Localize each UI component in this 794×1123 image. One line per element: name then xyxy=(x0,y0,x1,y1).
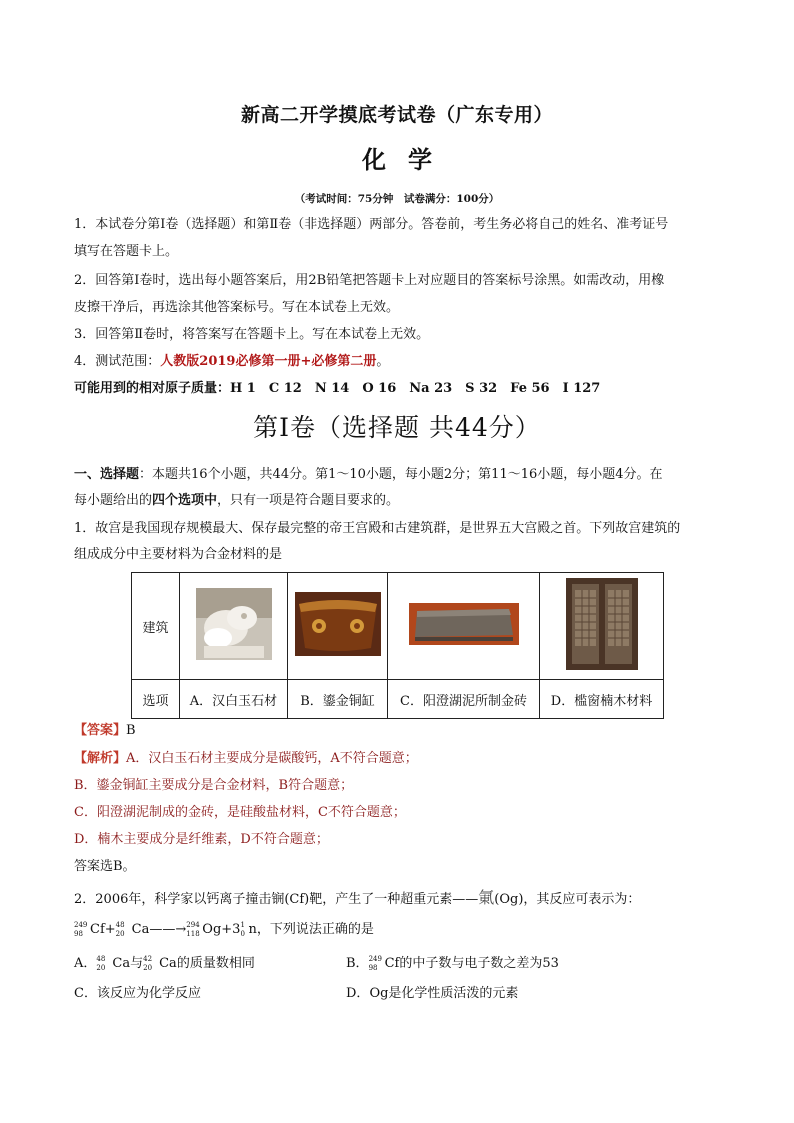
test-scope: 人教版2019必修第一册+必修第二册 xyxy=(160,354,377,369)
oganesson-char: 氭 xyxy=(478,888,495,907)
white-marble-lion-image xyxy=(196,588,272,660)
q2-stem-text: 2．2006年，科学家以钙离子撞击锎(Cf)靶，产生了一种超重元素—— xyxy=(74,892,479,907)
mass-number: 48 xyxy=(115,920,125,929)
exam-title: 新高二开学摸底考试卷（广东专用） xyxy=(240,104,553,126)
isotope-cf xyxy=(74,922,90,938)
q1-explain-3: C．阳澄湖泥制成的金砖，是硅酸盐材料，C不符合题意； xyxy=(74,805,406,820)
q1-answer xyxy=(74,722,136,740)
section-description-b xyxy=(74,492,399,510)
instruction-2b: 皮擦干净后，再选涂其他答案标号。写在本试卷上无效。 xyxy=(74,300,400,315)
isotope-ca xyxy=(116,922,132,938)
q1-explain-2: B．鎏金铜缸主要成分是合金材料，B符合题意； xyxy=(74,778,354,793)
reaction-arrow: ——→ xyxy=(149,922,187,937)
instruction-2a: 2．回答第Ⅰ卷时，选出每小题答案后，用2B铅笔把答题卡上对应题目的答案标号涂黑。如需改动，用橡 xyxy=(74,273,665,288)
option-a-mid: 与 xyxy=(130,956,144,971)
isotope-ca48 xyxy=(96,956,112,972)
element-cf: Cf xyxy=(90,922,105,937)
q1-option-b: B．鎏金铜缸 xyxy=(288,680,388,719)
q2-equation xyxy=(74,921,374,939)
section-label: 一、选择题 xyxy=(74,467,140,482)
element-ca: Ca xyxy=(131,922,150,937)
element-og: Og xyxy=(369,986,389,1001)
mass-number: 48 xyxy=(96,954,106,963)
element-ca: Ca xyxy=(159,956,177,971)
option-d-text: 是化学性质活泼的元素 xyxy=(388,986,519,1001)
atomic-masses: 可能用到的相对原子质量：H 1 C 12 N 14 O 16 Na 23 S 32 Fe 56 I 127 xyxy=(74,381,601,396)
exam-info: （考试时间：75分钟 试卷满分：100分） xyxy=(294,193,500,205)
q2-stem-end: (Og)，其反应可表示为： xyxy=(494,892,641,907)
section-desc-bold: 四个选项中 xyxy=(152,493,218,508)
q2-option-b xyxy=(346,955,559,973)
instruction-4 xyxy=(74,353,389,371)
q1-option-d: D．槛窗楠木材料 xyxy=(540,680,664,719)
q2-option-d xyxy=(346,985,518,1003)
atomic-number: 20 xyxy=(115,929,125,938)
option-a-text: 的质量数相同 xyxy=(176,956,255,971)
section-title: 第Ⅰ卷（选择题 共44分） xyxy=(253,413,541,442)
isotope-og xyxy=(186,922,202,938)
q1-stem-a: 1．故宫是我国现存规模最大、保存最完整的帝王宫殿和古建筑群，是世界五大宫殿之首。下列故宫建筑的 xyxy=(74,521,681,536)
option-b-text: 的中子数与电子数之差为53 xyxy=(399,956,559,971)
instruction-4-prefix: 4．测试范围： xyxy=(74,354,161,369)
q1-option-c: C．阳澄湖泥所制金砖 xyxy=(388,680,540,719)
table-header-building: 建筑 xyxy=(132,573,180,680)
element-ca: Ca xyxy=(112,956,131,971)
element-og: Og xyxy=(202,922,222,937)
instruction-3: 3．回答第Ⅱ卷时，将答案写在答题卡上。写在本试卷上无效。 xyxy=(74,327,430,342)
image-cell-a xyxy=(180,573,288,680)
atomic-number: 20 xyxy=(143,963,153,972)
option-letter: D． xyxy=(346,986,370,1001)
q1-explain-4: D．楠木主要成分是纤维素，D不符合题意； xyxy=(74,832,329,847)
atomic-number: 98 xyxy=(74,929,83,938)
atomic-number: 0 xyxy=(240,929,245,938)
atomic-number: 98 xyxy=(368,963,378,972)
subject-title: 化学 xyxy=(362,146,454,174)
mass-number: 42 xyxy=(143,954,153,963)
q1-option-a: A．汉白玉石材 xyxy=(180,680,288,719)
answer-tag: 【答案】 xyxy=(74,723,127,738)
image-cell-d xyxy=(540,573,664,680)
mass-number: 294 xyxy=(186,920,200,929)
image-cell-c xyxy=(388,573,540,680)
q2-stem-tail: ，下列说法正确的是 xyxy=(256,922,374,937)
q2-option-a xyxy=(74,955,255,973)
mass-number: 249 xyxy=(368,954,382,963)
option-letter: A． xyxy=(74,956,97,971)
mass-number: 249 xyxy=(74,920,88,929)
instruction-1a: 1．本试卷分第Ⅰ卷（选择题）和第Ⅱ卷（非选择题）两部分。答卷前，考生务必将自己的姓名、准考证号 xyxy=(74,217,669,232)
section-desc-post: ，只有一项是符合题目要求的。 xyxy=(217,493,400,508)
q1-stem-b: 组成成分中主要材料为合金材料的是 xyxy=(74,547,283,562)
q1-conclusion: 答案选B。 xyxy=(74,859,136,874)
option-letter: B． xyxy=(346,956,369,971)
plus-sign: + xyxy=(221,922,233,937)
nanmu-lattice-window-image xyxy=(566,578,638,670)
q1-options-table xyxy=(131,572,664,719)
element-n: n xyxy=(248,922,257,937)
q1-explain-1 xyxy=(74,750,418,768)
instruction-4-suffix: 。 xyxy=(376,354,390,369)
q2-stem-a xyxy=(74,889,640,909)
image-cell-b xyxy=(288,573,388,680)
explain-tag: 【解析】 xyxy=(74,751,127,766)
isotope-n xyxy=(240,922,248,938)
instruction-1b: 填写在答题卡上。 xyxy=(74,244,179,259)
neutron-coefficient: 3 xyxy=(232,922,241,937)
gilded-bronze-vat-image xyxy=(295,592,381,656)
isotope-ca42 xyxy=(143,956,159,972)
isotope-cf249 xyxy=(369,956,385,972)
element-cf: Cf xyxy=(384,956,400,971)
q2-option-c: C．该反应为化学反应 xyxy=(74,986,201,1001)
atomic-number: 118 xyxy=(186,929,200,938)
plus-sign: + xyxy=(104,922,116,937)
explain-line-a: A．汉白玉石材主要成分是碳酸钙，A不符合题意； xyxy=(126,751,418,766)
section-desc-pre: 每小题给出的 xyxy=(74,493,153,508)
table-header-option: 选项 xyxy=(132,680,180,719)
mass-number: 1 xyxy=(240,920,245,929)
section-description-a xyxy=(74,466,663,484)
gold-brick-image xyxy=(409,603,519,645)
answer-value: B xyxy=(126,723,136,738)
section-desc-text: ：本题共16个小题，共44分。第1～10小题，每小题2分；第11～16小题，每小题4分。在 xyxy=(139,467,663,482)
atomic-number: 20 xyxy=(96,963,106,972)
